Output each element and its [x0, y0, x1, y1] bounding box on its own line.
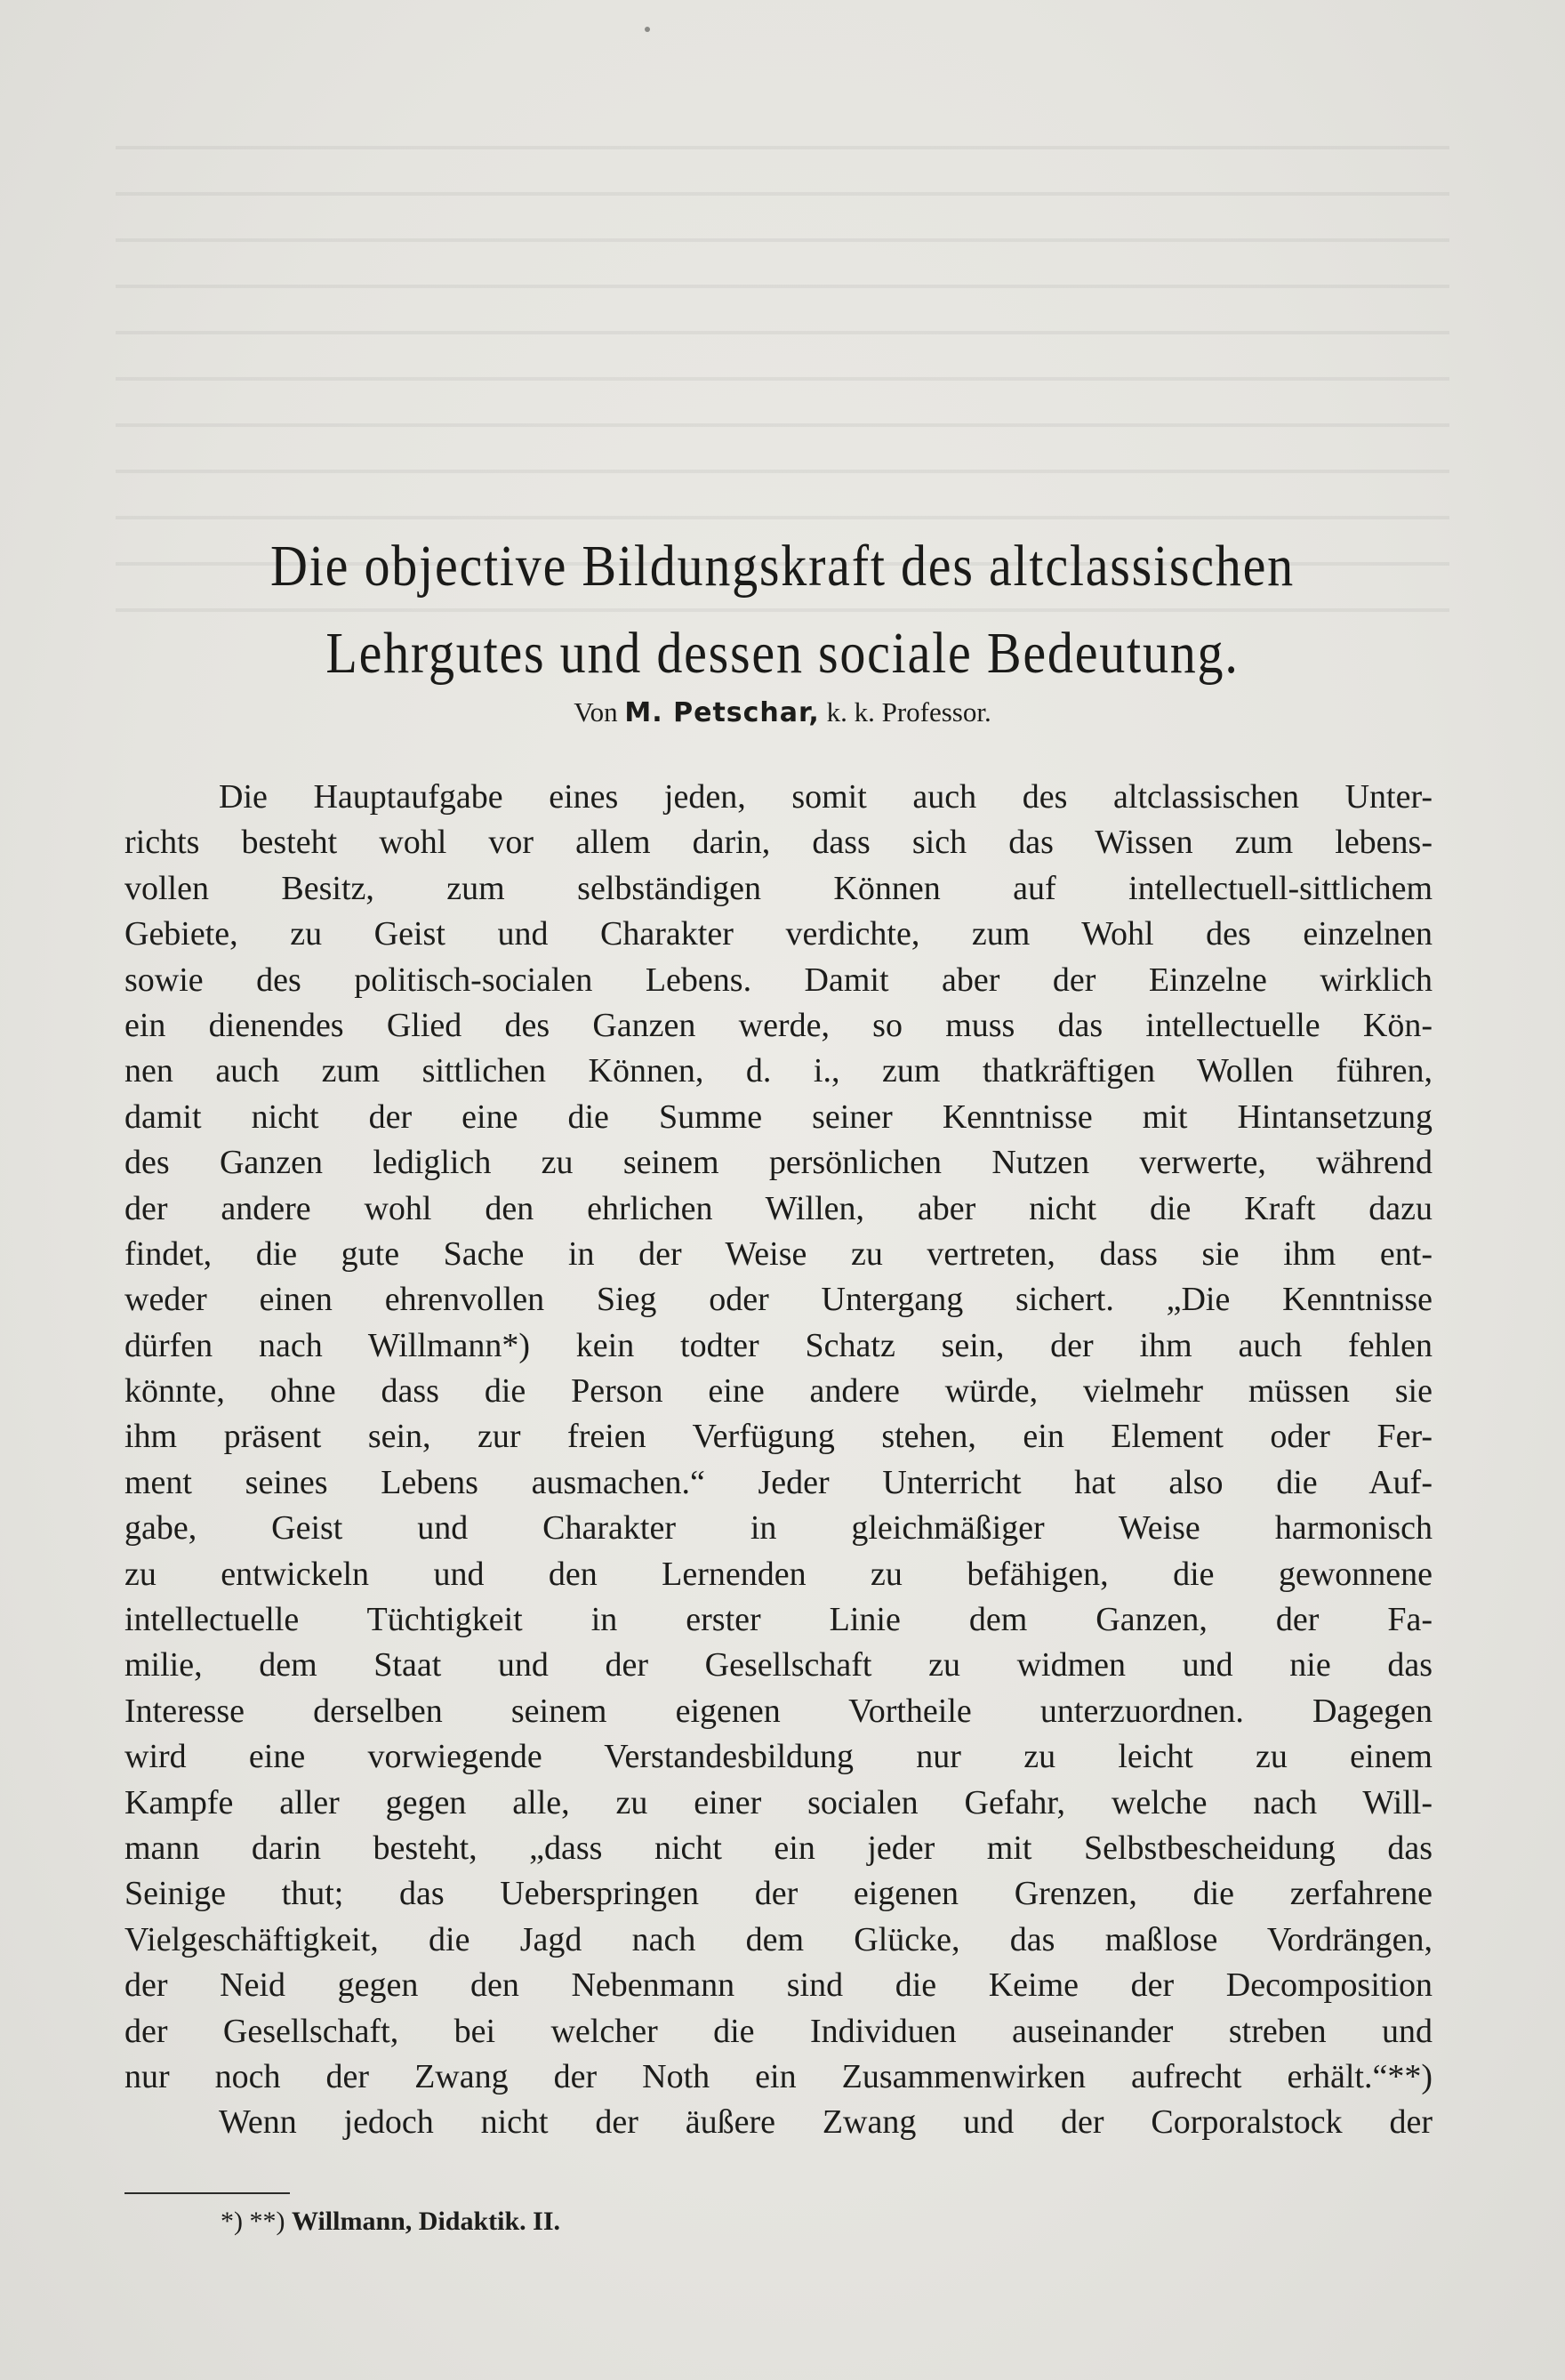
author-name: M. Petschar, — [624, 697, 820, 728]
body-line: nur noch der Zwang der Noth ein Zusammenwirken aufrecht erhält.“**) — [124, 2057, 1433, 2095]
body-line: Vielgeschäftigkeit, die Jagd nach dem Glücke, das maßlose Vordrängen, — [124, 1920, 1433, 1958]
body-line: Wenn jedoch nicht der äußere Zwang und der Corporalstock der — [219, 2103, 1433, 2142]
footnote-marks: *) **) — [221, 2207, 285, 2236]
body-line: des Ganzen lediglich zu seinem persönlichen Nutzen verwerte, während — [124, 1144, 1433, 1182]
body-line: Kampfe aller gegen alle, zu einer socialen Gefahr, welche nach Will- — [124, 1783, 1433, 1821]
title-line-1: Die objective Bildungskraft des altclassischen — [270, 534, 1295, 599]
body-text — [124, 775, 1433, 2146]
body-line: Die Hauptaufgabe eines jeden, somit auch des altclassischen Unter- — [219, 778, 1433, 816]
body-line: weder einen ehrenvollen Sieg oder Untergang sichert. „Die Kenntnisse — [124, 1281, 1433, 1319]
body-line: Gebiete, zu Geist und Charakter verdichte, zum Wohl des einzelnen — [124, 915, 1433, 953]
body-line: könnte, ohne dass die Person eine andere würde, vielmehr müssen sie — [124, 1372, 1433, 1411]
body-line: wird eine vorwiegende Verstandesbildung nur zu leicht zu einem — [124, 1738, 1433, 1776]
body-line: Interesse derselben seinem eigenen Vortheile unterzuordnen. Dagegen — [124, 1692, 1433, 1730]
article-title — [188, 523, 1377, 697]
body-line: der andere wohl den ehrlichen Willen, aber nicht die Kraft dazu — [124, 1189, 1433, 1227]
body-line: ein dienendes Glied des Ganzen werde, so muss das intellectuelle Kön- — [124, 1006, 1433, 1044]
body-line: vollen Besitz, zum selbständigen Können auf intellectuell-sittlichem — [124, 869, 1433, 907]
title-line-2: Lehrgutes und dessen sociale Bedeutung. — [325, 621, 1240, 686]
body-line: zu entwickeln und den Lernenden zu befähigen, die gewonnene — [124, 1555, 1433, 1593]
body-line: milie, dem Staat und der Gesellschaft zu widmen und nie das — [124, 1646, 1433, 1684]
body-line: mann darin besteht, „dass nicht ein jeder mit Selbstbescheidung das — [124, 1829, 1433, 1867]
body-line: findet, die gute Sache in der Weise zu vertreten, dass sie ihm ent- — [124, 1234, 1433, 1273]
footnote-rule — [124, 2192, 290, 2194]
author-title: k. k. Professor. — [826, 696, 991, 728]
body-line: nen auch zum sittlichen Können, d. i., zum thatkräftigen Wollen führen, — [124, 1052, 1433, 1090]
byline-prefix: Von — [574, 696, 618, 728]
body-line: dürfen nach Willmann*) kein todter Schatz sein, der ihm auch fehlen — [124, 1326, 1433, 1364]
paper-speck — [645, 27, 650, 32]
body-line: ment seines Lebens ausmachen.“ Jeder Unterricht hat also die Auf- — [124, 1463, 1433, 1501]
body-line: gabe, Geist und Charakter in gleichmäßiger Weise harmonisch — [124, 1509, 1433, 1548]
body-line: sowie des politisch-socialen Lebens. Damit aber der Einzelne wirklich — [124, 961, 1433, 999]
footnote — [221, 2204, 560, 2239]
body-line: Seinige thut; das Ueberspringen der eigenen Grenzen, die zerfahrene — [124, 1875, 1433, 1913]
body-line: intellectuelle Tüchtigkeit in erster Linie dem Ganzen, der Fa- — [124, 1601, 1433, 1639]
body-line: der Neid gegen den Nebenmann sind die Keime der Decomposition — [124, 1966, 1433, 2005]
body-line: der Gesellschaft, bei welcher die Individuen auseinander streben und — [124, 2012, 1433, 2050]
body-line: richts besteht wohl vor allem darin, dass sich das Wissen zum lebens- — [124, 824, 1433, 862]
body-line: ihm präsent sein, zur freien Verfügung stehen, ein Element oder Fer- — [124, 1418, 1433, 1456]
body-line: damit nicht der eine die Summe seiner Kenntnisse mit Hintansetzung — [124, 1098, 1433, 1136]
byline — [116, 695, 1449, 731]
footnote-text: Willmann, Didaktik. II. — [291, 2207, 561, 2236]
